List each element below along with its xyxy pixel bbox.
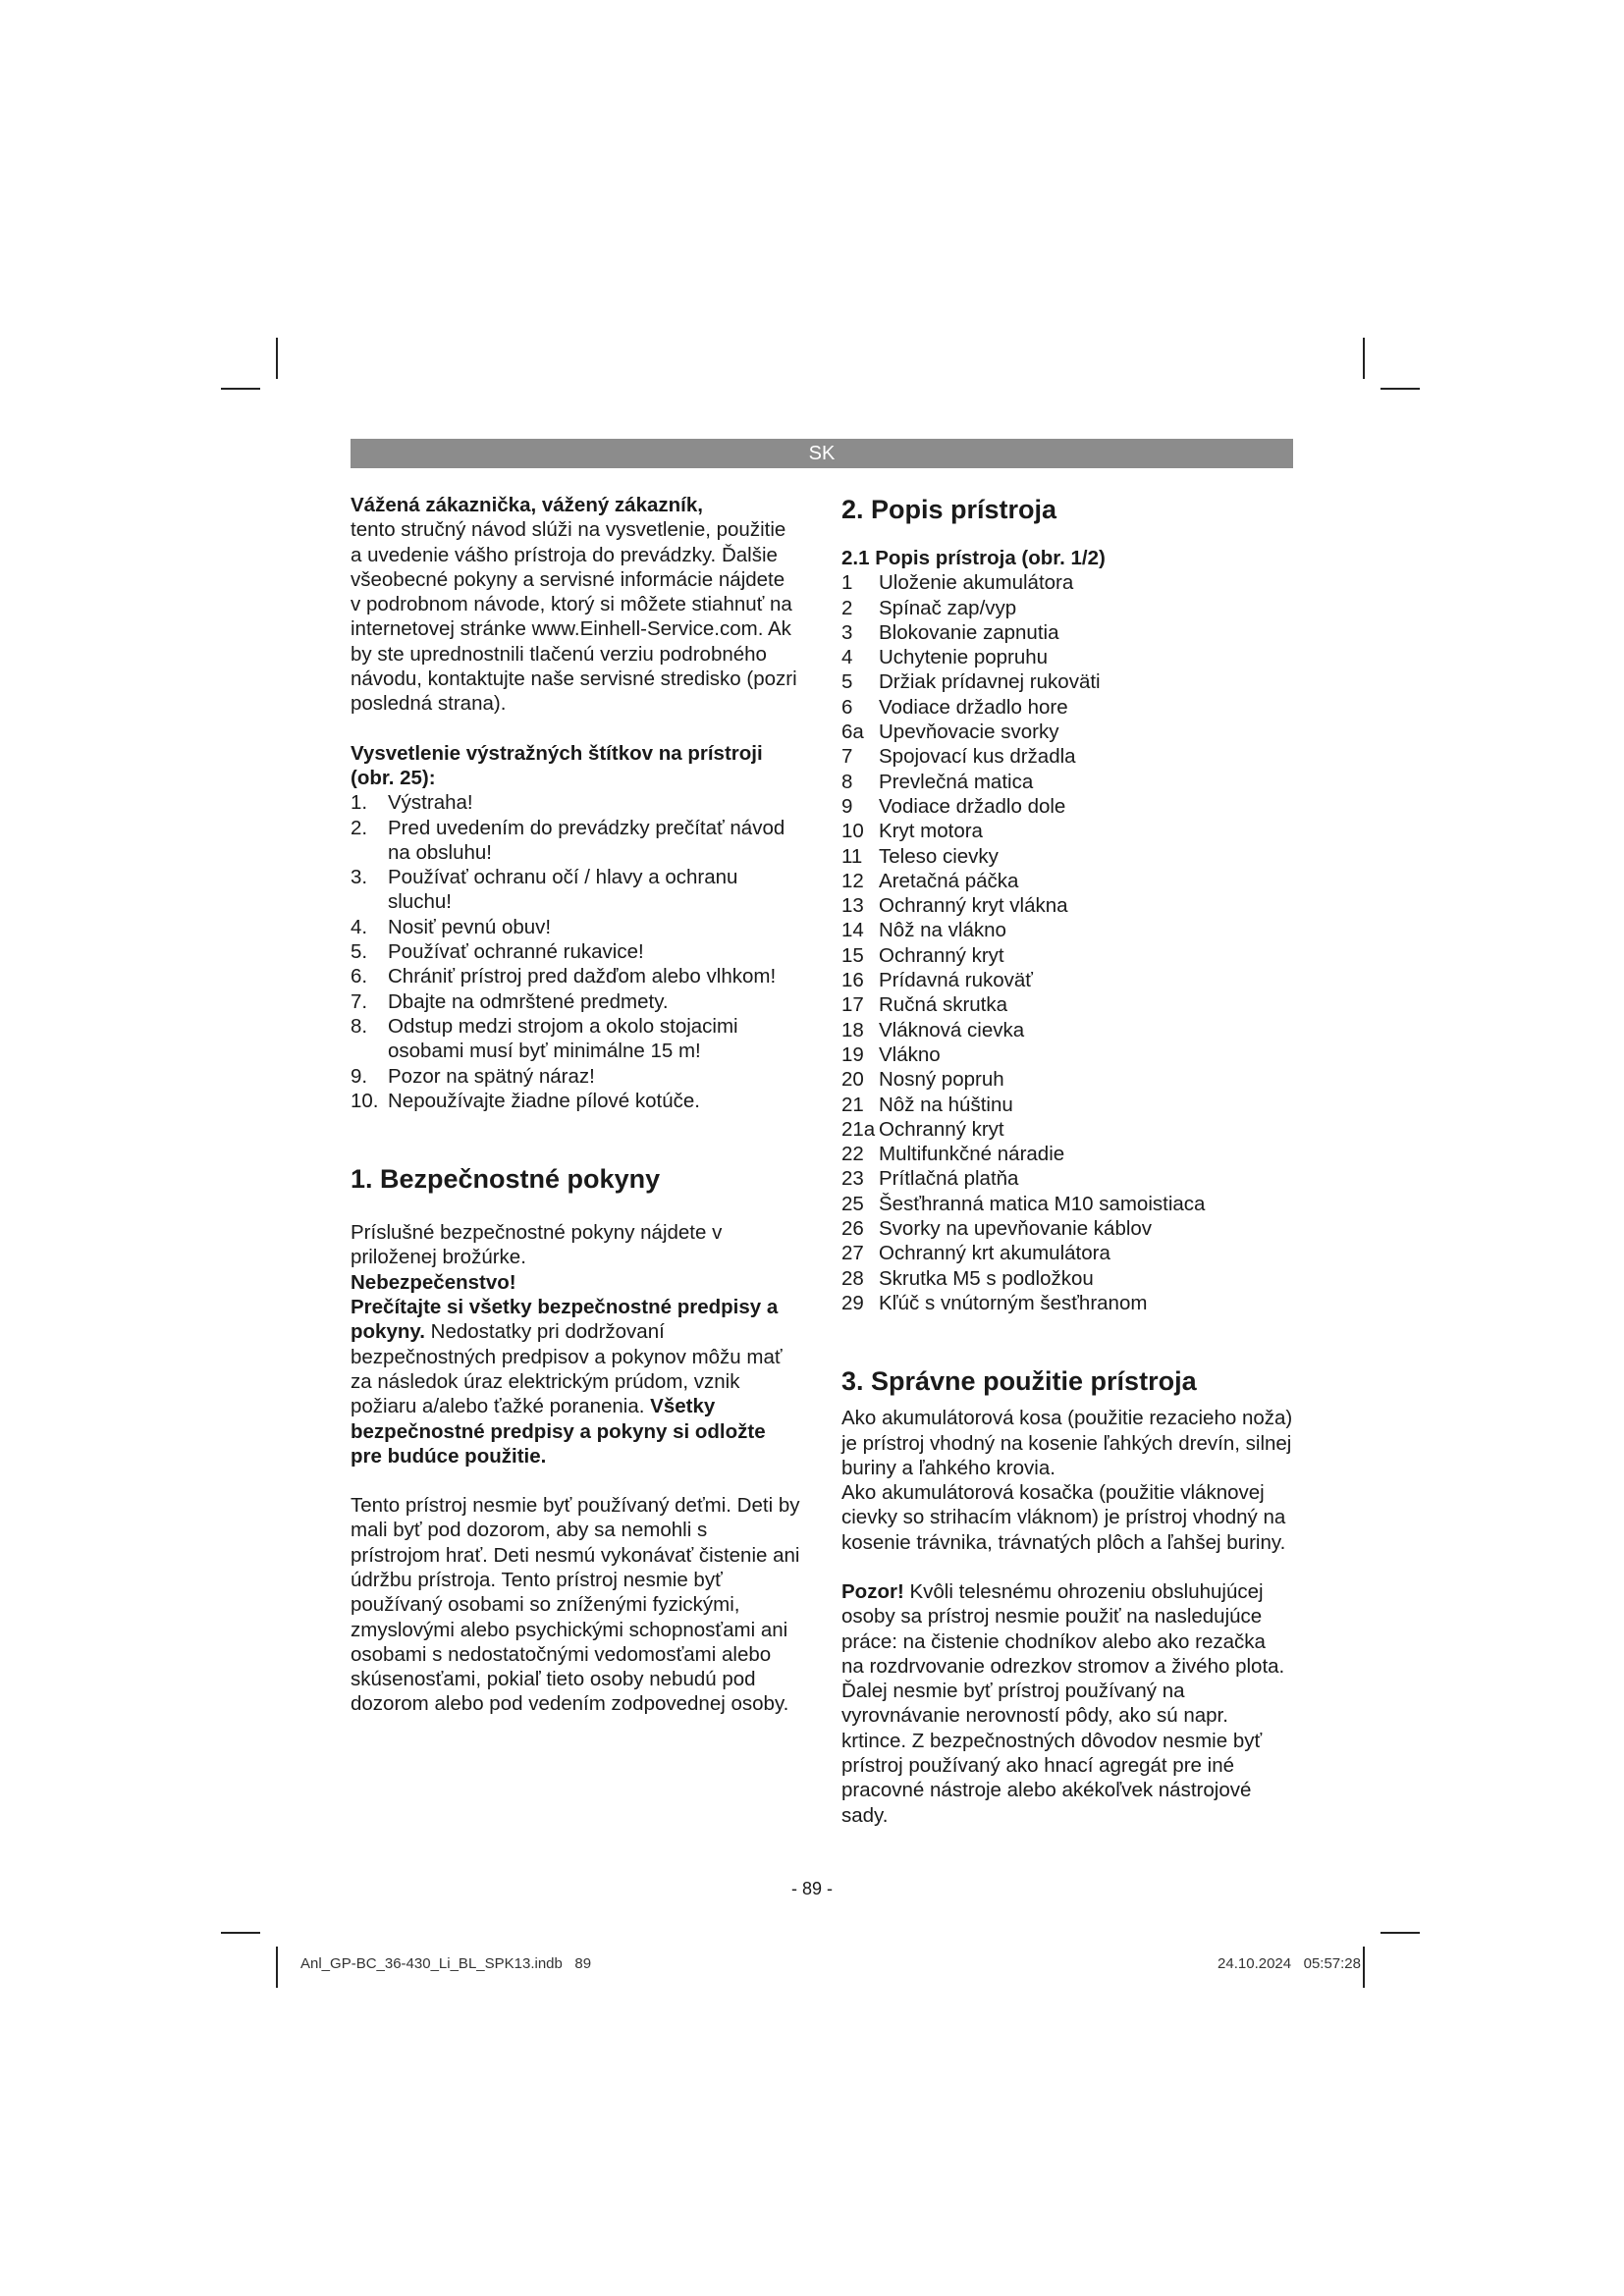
part-number: 2: [841, 596, 853, 619]
part-name: Vlákno: [879, 1042, 941, 1066]
part-name: Ochranný kryt: [879, 1117, 1004, 1141]
part-number: 4: [841, 646, 853, 669]
part-item: [841, 1266, 1293, 1291]
part-name: Prítlačná platňa: [879, 1167, 1019, 1191]
part-number: 21: [841, 1093, 864, 1116]
part-number: 8: [841, 770, 853, 793]
part-item: [841, 695, 1293, 720]
warning-item: [351, 915, 800, 939]
part-name: Aretačná páčka: [879, 869, 1019, 892]
part-name: Vodiace držadlo dole: [879, 794, 1066, 818]
warning-item-number: 5.: [351, 940, 368, 964]
part-name: Uchytenie popruhu: [879, 646, 1049, 669]
part-item: [841, 645, 1293, 669]
part-item: [841, 869, 1293, 893]
warning-item-number: 8.: [351, 1014, 368, 1038]
read-instructions-bold: Prečítajte si všetky bezpečnostné predpisy a pokyny.: [351, 1296, 779, 1344]
part-item: [841, 669, 1293, 694]
warning-labels-heading: Vysvetlenie výstražných štítkov na prístroji (obr. 25):: [351, 741, 763, 789]
part-item: [841, 794, 1293, 819]
part-number: 17: [841, 993, 864, 1017]
part-number: 18: [841, 1018, 864, 1041]
crop-mark: [276, 1947, 278, 1988]
crop-mark: [276, 338, 278, 379]
part-number: 26: [841, 1217, 864, 1241]
part-item: [841, 968, 1293, 992]
part-item: [841, 1291, 1293, 1315]
part-item: [841, 570, 1293, 595]
warning-item-text: Chrániť prístroj pred dažďom alebo vlhkom!: [388, 965, 777, 988]
part-name: Šesťhranná matica M10 samoistiaca: [879, 1192, 1206, 1215]
part-number: 1: [841, 571, 853, 595]
warning-item-number: 10.: [351, 1089, 379, 1112]
part-item: [841, 596, 1293, 620]
keep-instructions-bold: Všetky bezpečnostné predpisy a pokyny si odložte pre budúce použitie.: [351, 1395, 766, 1468]
part-number: 25: [841, 1192, 864, 1215]
warning-item: [351, 1089, 800, 1113]
part-number: 23: [841, 1167, 864, 1191]
part-name: Kryt motora: [879, 820, 983, 843]
part-item: [841, 1192, 1293, 1216]
description-subheading: 2.1 Popis prístroja (obr. 1/2): [841, 547, 1106, 569]
part-name: Svorky na upevňovanie káblov: [879, 1217, 1153, 1241]
usage-heading: 3. Správne použitie prístroja: [841, 1366, 1197, 1397]
part-name: Nosný popruh: [879, 1068, 1004, 1092]
part-item: [841, 770, 1293, 794]
part-number: 15: [841, 943, 864, 967]
warning-item-text: Nosiť pevnú obuv!: [388, 915, 552, 938]
usage-warning-paragraph: [841, 1579, 1293, 1828]
part-number: 21a: [841, 1117, 876, 1141]
footer-file-name: Anl_GP-BC_36-430_Li_BL_SPK13.indb 89: [300, 1955, 592, 1972]
warning-item-text: Nepoužívajte žiadne pílové kotúče.: [388, 1089, 700, 1112]
description-heading: 2. Popis prístroja: [841, 495, 1057, 524]
warning-item: [351, 865, 800, 915]
warning-item: [351, 790, 800, 815]
part-number: 9: [841, 794, 853, 818]
crop-mark: [1363, 1947, 1365, 1988]
warning-item-number: 9.: [351, 1064, 368, 1088]
part-name: Upevňovacie svorky: [879, 721, 1059, 744]
safety-brochure-text: Príslušné bezpečnostné pokyny nájdete v priloženej brožúrke.: [351, 1221, 723, 1269]
part-item: [841, 1216, 1293, 1241]
part-number: 14: [841, 919, 864, 942]
part-item: [841, 1093, 1293, 1117]
part-number: 6: [841, 695, 853, 719]
part-item: [841, 1067, 1293, 1092]
part-item: [841, 620, 1293, 645]
part-name: Ochranný krt akumulátora: [879, 1242, 1110, 1265]
safety-heading: 1. Bezpečnostné pokyny: [351, 1164, 661, 1195]
part-number: 6a: [841, 721, 864, 744]
part-number: 10: [841, 820, 864, 843]
usage-paragraph-1: Ako akumulátorová kosa (použitie rezacieho noža) je prístroj vhodný na kosenie ľahkých drevín, silnej buriny a ľahkého krovia.: [841, 1407, 1293, 1479]
part-name: Nôž na vlákno: [879, 919, 1006, 942]
part-name: Držiak prídavnej rukoväti: [879, 670, 1101, 694]
part-name: Prevlečná matica: [879, 770, 1034, 793]
part-name: Spínač zap/vyp: [879, 596, 1017, 619]
part-name: Uloženie akumulátora: [879, 571, 1074, 595]
usage-paragraph-2: Ako akumulátorová kosačka (použitie vláknovej cievky so strihacím vláknom) je prístroj vhodný na kosenie trávnika, trávnatých plôch a ľahšej buriny.: [841, 1481, 1286, 1554]
part-number: 11: [841, 844, 863, 868]
part-item: [841, 720, 1293, 744]
part-item: [841, 1117, 1293, 1142]
part-item: [841, 1241, 1293, 1265]
warning-item-number: 3.: [351, 866, 368, 889]
part-number: 16: [841, 969, 864, 992]
warning-item-number: 2.: [351, 816, 368, 839]
warning-item: [351, 816, 800, 866]
part-item: [841, 1142, 1293, 1166]
part-number: 3: [841, 620, 853, 644]
danger-label: Nebezpečenstvo!: [351, 1270, 516, 1294]
part-name: Ručná skrutka: [879, 993, 1008, 1017]
part-name: Ochranný kryt vlákna: [879, 894, 1068, 918]
crop-mark: [1363, 338, 1365, 379]
warning-item-text: Dbajte na odmrštené predmety.: [388, 989, 669, 1013]
warning-item-number: 7.: [351, 989, 368, 1013]
part-name: Skrutka M5 s podložkou: [879, 1266, 1094, 1290]
usage-warning-text: Kvôli telesnému ohrozeniu obsluhujúcej osoby sa prístroj nesmie použiť na nasledujúce práce: na čistenie chodníkov alebo ako rezačka na rozdrvovanie odrezkov stromov a živého plota. Ďalej nesmie byť prístroj používaný na vyrovnávanie nerovností pôdy, ako sú napr. krtince. Z bezpečnostných dôvodov nesmie byť prístroj používaný ako hnací agregát pre iné pracovné nástroje alebo akékoľvek nástrojové sady.: [841, 1579, 1285, 1827]
left-column: [351, 493, 800, 1717]
footer-date: 24.10.2024 05:57:28: [1218, 1955, 1361, 1972]
part-number: 20: [841, 1068, 864, 1092]
part-item: [841, 744, 1293, 769]
part-name: Nôž na húštinu: [879, 1093, 1013, 1116]
language-bar: SK: [351, 439, 1293, 468]
part-number: 22: [841, 1143, 864, 1166]
warning-item: [351, 939, 800, 964]
greeting: Vážená zákaznička, vážený zákazník,: [351, 494, 703, 516]
page-number: - 89 -: [790, 1879, 833, 1898]
part-item: [841, 943, 1293, 968]
right-column: [841, 493, 1293, 1828]
read-instructions-text: Nedostatky pri dodržovaní bezpečnostných predpisov a pokynov môžu mať za následok úraz elektrickým prúdom, vznik požiaru a/alebo ťažké poranenia.: [351, 1320, 783, 1418]
intro-text: tento stručný návod slúži na vysvetlenie, použitie a uvedenie vášho prístroja do prevádzky. Ďalšie všeobecné pokyny a servisné informácie nájdete v podrobnom návode, ktorý si môžete stiahnuť na internetovej stránke www.Einhell-Service.com. Ak by ste uprednostnili tlačenú verziu podrobného návodu, kontaktujte naše servisné stredisko (pozri posledná strana).: [351, 518, 797, 716]
part-number: 13: [841, 894, 864, 918]
part-item: [841, 1166, 1293, 1191]
warning-item: [351, 1014, 800, 1064]
warning-item-text: Pred uvedením do prevádzky prečítať návod na obsluhu!: [388, 816, 785, 864]
crop-mark: [1380, 388, 1420, 390]
part-name: Spojovací kus držadla: [879, 745, 1076, 769]
warning-item-number: 1.: [351, 791, 368, 815]
crop-mark: [1380, 1932, 1420, 1934]
warning-item-text: Používať ochranu očí / hlavy a ochranu sluchu!: [388, 866, 738, 914]
part-item: [841, 918, 1293, 942]
warning-item: [351, 989, 800, 1014]
usage-warning-bold: Pozor!: [841, 1579, 904, 1603]
part-name: Vodiace držadlo hore: [879, 695, 1068, 719]
warning-item-number: 6.: [351, 965, 368, 988]
part-name: Blokovanie zapnutia: [879, 620, 1059, 644]
part-item: [841, 1042, 1293, 1067]
warning-item-number: 4.: [351, 915, 368, 938]
part-number: 19: [841, 1042, 864, 1066]
part-item: [841, 893, 1293, 918]
part-number: 5: [841, 670, 853, 694]
children-paragraph: Tento prístroj nesmie byť používaný deťmi. Deti by mali byť pod dozorom, aby sa nemohli s prístrojom hrať. Deti nesmú vykonávať čistenie ani údržbu prístroja. Tento prístroj nesmie byť používaný osobami so zníženými fyzickými, zmyslovými alebo psychickými schopnosťami ani osobami s nedostatočnými vedomosťami alebo skúsenosťami, pokiaľ tieto osoby nebudú pod dozorom alebo pod vedením zodpovednej osoby.: [351, 1494, 800, 1716]
part-item: [841, 992, 1293, 1017]
warning-item: [351, 1064, 800, 1089]
safety-read-paragraph: [351, 1295, 800, 1468]
crop-mark: [221, 1932, 260, 1934]
part-name: Prídavná rukoväť: [879, 969, 1033, 992]
part-name: Ochranný kryt: [879, 943, 1004, 967]
part-number: 12: [841, 869, 864, 892]
part-number: 29: [841, 1291, 864, 1314]
part-number: 27: [841, 1242, 864, 1265]
part-number: 28: [841, 1266, 864, 1290]
warning-item-text: Pozor na spätný náraz!: [388, 1064, 595, 1088]
part-item: [841, 1018, 1293, 1042]
warning-item-text: Výstraha!: [388, 791, 473, 815]
part-name: Kľúč s vnútorným šesťhranom: [879, 1291, 1148, 1314]
warning-item: [351, 964, 800, 988]
warning-labels-list: [351, 790, 800, 1113]
parts-list: [841, 570, 1293, 1315]
part-name: Multifunkčné náradie: [879, 1143, 1065, 1166]
warning-item-text: Používať ochranné rukavice!: [388, 940, 644, 964]
warning-item-text: Odstup medzi strojom a okolo stojacimi osobami musí byť minimálne 15 m!: [388, 1014, 738, 1063]
crop-mark: [221, 388, 260, 390]
part-name: Teleso cievky: [879, 844, 999, 868]
part-name: Vláknová cievka: [879, 1018, 1025, 1041]
part-item: [841, 844, 1293, 869]
part-item: [841, 819, 1293, 843]
part-number: 7: [841, 745, 853, 769]
